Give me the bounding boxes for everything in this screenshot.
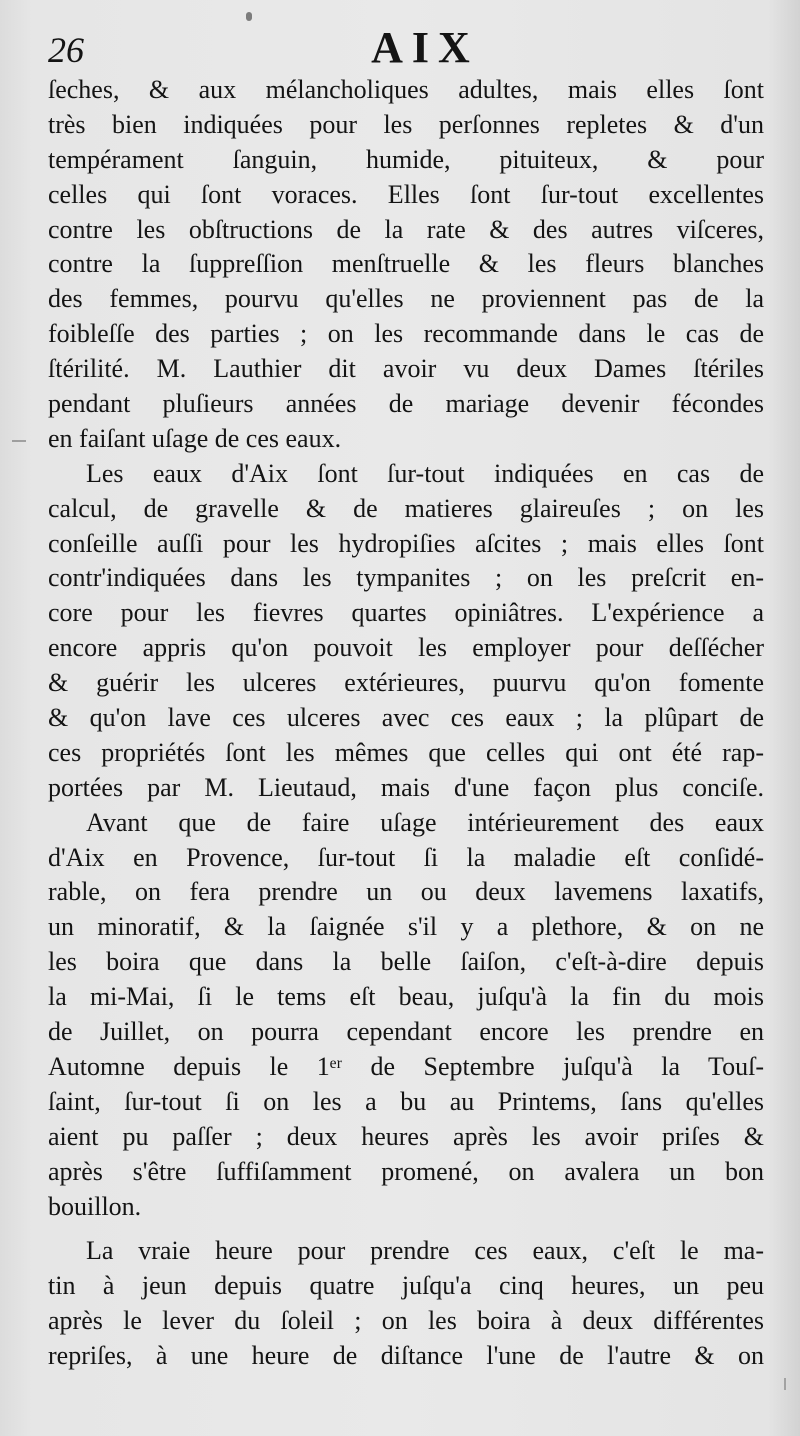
text-line: & qu'on lave ces ulceres avec ces eaux ; la plûpart de	[48, 703, 764, 733]
text-line: repriſes, à une heure de diſtance l'une de l'autre & on	[48, 1341, 764, 1371]
page-number: 26	[48, 30, 84, 70]
text-line: tin à jeun depuis quatre juſqu'a cinq heures, un peu	[48, 1271, 764, 1301]
text-line: encore appris qu'on pouvoit les employer pour deſſécher	[48, 633, 764, 663]
text-line: un minoratif, & la ſaignée s'il y a plethore, & on ne	[48, 912, 764, 942]
text-line: conſeille auſſi pour les hydropiſies aſcites ; mais elles ſont	[48, 528, 764, 558]
text-line: de Juillet, on pourra cependant encore les prendre en	[48, 1017, 764, 1047]
text-line: pendant pluſieurs années de mariage devenir fécondes	[48, 389, 764, 419]
body-text	[48, 73, 764, 1374]
text-line: aient pu paſſer ; deux heures après les avoir priſes &	[48, 1121, 764, 1151]
text-line: après le lever du ſoleil ; on les boira à deux différentes	[48, 1306, 764, 1336]
running-head	[48, 22, 762, 72]
text-line: ces propriétés ſont les mêmes que celles qui ont été rap-	[48, 737, 764, 767]
paragraph-gap	[48, 1224, 764, 1234]
text-line: & guérir les ulceres extérieures, puurvu qu'on fomente	[48, 668, 764, 698]
paragraph-4	[48, 1234, 764, 1374]
text-line: core pour les fievres quartes opiniâtres. L'expérience a	[48, 598, 764, 628]
text-line: contre la ſuppreſſion menſtruelle & les fleurs blanches	[48, 249, 764, 279]
text-line: la mi-Mai, ſi le tems eſt beau, juſqu'à la fin du mois	[48, 982, 764, 1012]
text-line: ſeches, & aux mélancholiques adultes, mais elles ſont	[48, 75, 764, 104]
running-title: AIX	[371, 23, 479, 72]
paragraph-3	[48, 806, 764, 1225]
text-line: Les eaux d'Aix ſont ſur-tout indiquées en cas de	[86, 458, 764, 488]
text-line: ſaint, ſur-tout ſi on les a bu au Printems, ſans qu'elles	[48, 1086, 764, 1116]
text-line: calcul, de gravelle & de matieres glaireuſes ; on les	[48, 493, 764, 523]
text-line: d'Aix en Provence, ſur-tout ſi la maladie eſt conſidé-	[48, 842, 764, 872]
text-line: après s'être ſuffiſamment promené, on avalera un bon	[48, 1156, 764, 1186]
paragraph-2	[48, 457, 764, 806]
text-line: rable, on fera prendre un ou deux lavemens laxatifs,	[48, 877, 764, 907]
text-line: tempérament ſanguin, humide, pituiteux, & pour	[48, 144, 764, 174]
ink-speck	[784, 1378, 786, 1390]
ink-speck	[12, 440, 26, 442]
text-line: les boira que dans la belle ſaiſon, c'eſt-à-dire depuis	[48, 947, 764, 977]
text-line: Automne depuis le 1ᵉʳ de Septembre juſqu'à la Touſ-	[48, 1051, 764, 1081]
ink-speck	[246, 12, 252, 21]
text-line: ſtérilité. M. Lauthier dit avoir vu deux Dames ſtériles	[48, 354, 764, 384]
text-line: en faiſant uſage de ces eaux.	[48, 423, 342, 453]
text-line: des femmes, pourvu qu'elles ne proviennent pas de la	[48, 284, 764, 314]
text-line: La vraie heure pour prendre ces eaux, c'eſt le ma-	[86, 1236, 764, 1266]
text-line: Avant que de faire uſage intérieurement des eaux	[86, 807, 764, 837]
paragraph-1	[48, 73, 764, 457]
text-line: contr'indiquées dans les tympanites ; on les preſcrit en-	[48, 563, 764, 593]
text-line: foibleſſe des parties ; on les recommande dans le cas de	[48, 319, 764, 349]
text-line: bouillon.	[48, 1191, 142, 1221]
text-line: très bien indiquées pour les perſonnes repletes & d'un	[48, 109, 764, 139]
text-line: celles qui ſont voraces. Elles ſont ſur-tout excellentes	[48, 179, 764, 209]
text-line: contre les obſtructions de la rate & des autres viſceres,	[48, 214, 764, 244]
text-line: portées par M. Lieutaud, mais d'une façon plus conciſe.	[48, 772, 764, 802]
